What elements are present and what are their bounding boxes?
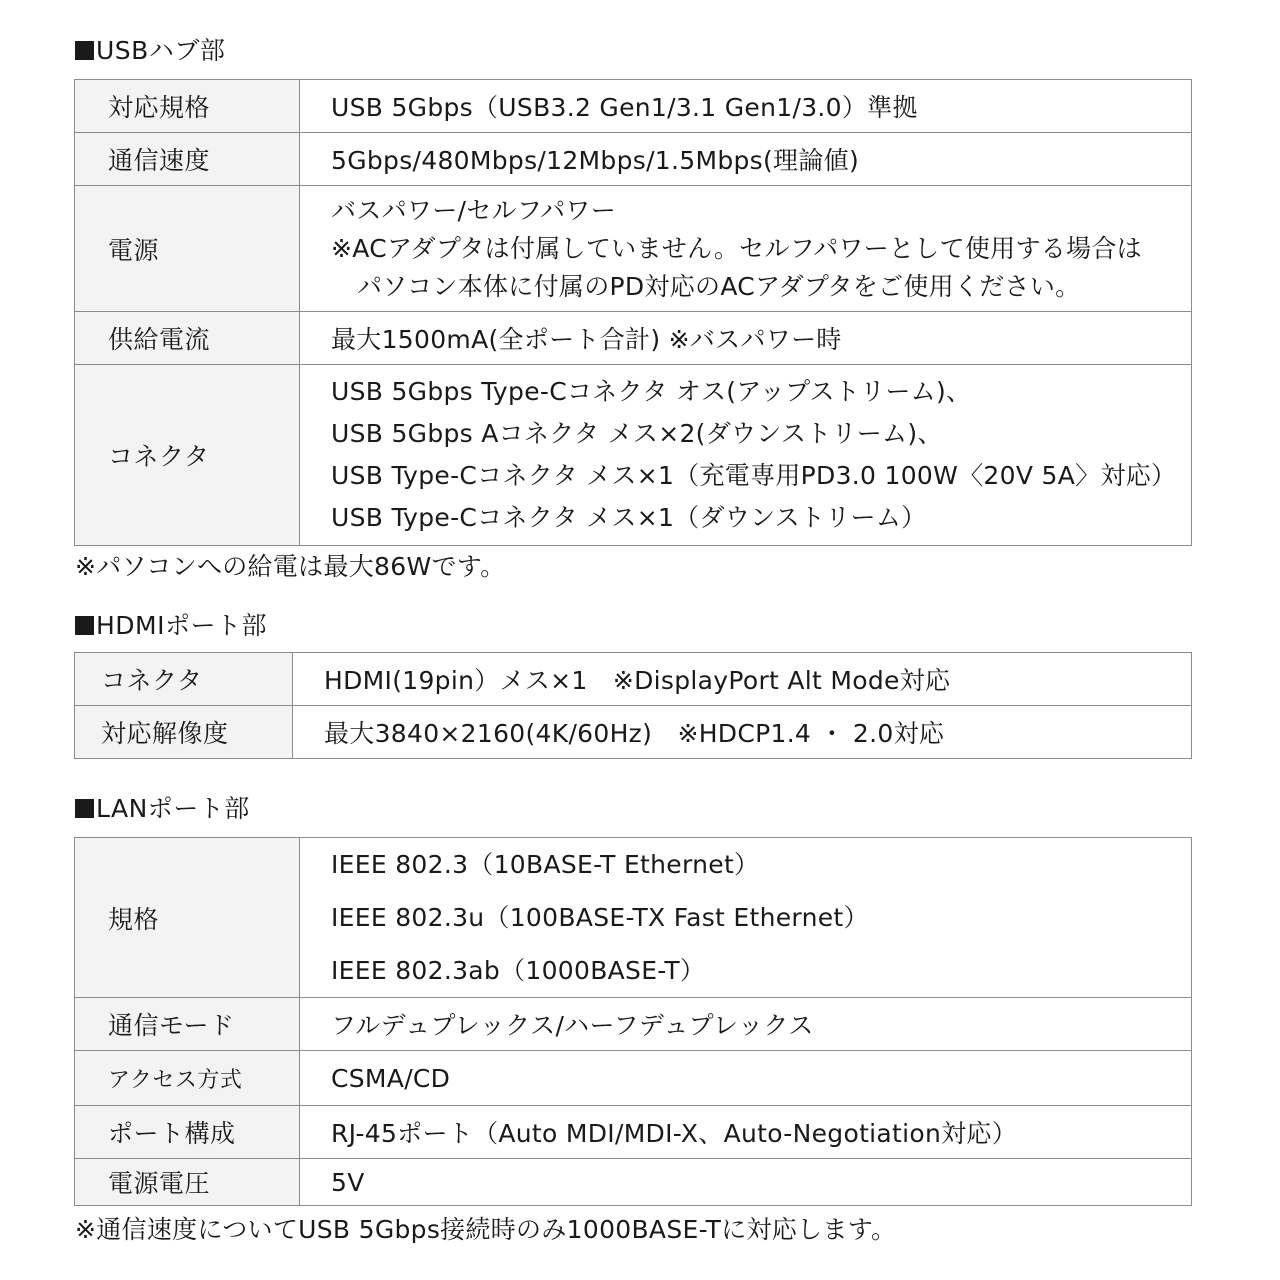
table-row	[75, 133, 1192, 186]
row-label: 対応規格	[75, 80, 300, 133]
table-row	[75, 186, 1192, 312]
value-line: RJ-45ポート（Auto MDI/MDI-X、Auto-Negotiation対応）	[331, 1119, 1018, 1148]
hdmi-heading-text: HDMIポート部	[96, 611, 267, 640]
square-bullet-icon	[75, 616, 94, 635]
row-value	[300, 365, 1192, 546]
table-row	[75, 1106, 1192, 1159]
table-row	[75, 706, 1192, 759]
row-label: コネクタ	[75, 365, 300, 546]
row-label: ポート構成	[75, 1106, 300, 1159]
value-line: 最大1500mA(全ポート合計) ※バスパワー時	[331, 325, 842, 354]
value-line: USB Type-Cコネクタ メス×1（ダウンストリーム）	[331, 503, 927, 532]
square-bullet-icon	[75, 799, 94, 818]
row-label: コネクタ	[75, 653, 293, 706]
usb-footnote: ※パソコンへの給電は最大86Wです。	[75, 552, 506, 581]
row-value	[300, 838, 1192, 998]
value-line: 最大3840×2160(4K/60Hz) ※HDCP1.4 ・ 2.0対応	[324, 719, 945, 748]
row-label: 電源電圧	[75, 1159, 300, 1206]
row-value	[300, 133, 1192, 186]
row-value	[300, 312, 1192, 365]
row-label: 規格	[75, 838, 300, 998]
value-line: フルデュプレックス/ハーフデュプレックス	[331, 1011, 814, 1040]
value-line: USB 5Gbps Type-Cコネクタ オス(アップストリーム)、	[331, 377, 972, 406]
table-row	[75, 312, 1192, 365]
lan-footnote: ※通信速度についてUSB 5Gbps接続時のみ1000BASE-Tに対応します。	[75, 1215, 897, 1244]
row-value	[300, 1106, 1192, 1159]
table-row	[75, 365, 1192, 546]
row-value	[300, 998, 1192, 1051]
value-line: CSMA/CD	[331, 1063, 451, 1093]
value-line: HDMI(19pin）メス×1 ※DisplayPort Alt Mode対応	[324, 666, 951, 695]
row-value	[300, 1051, 1192, 1106]
hdmi-section-heading	[75, 611, 267, 641]
value-line: IEEE 802.3u（100BASE-TX Fast Ethernet）	[331, 903, 869, 932]
lan-heading-text: LANポート部	[96, 794, 250, 823]
usb-spec-table	[74, 79, 1192, 546]
table-row	[75, 998, 1192, 1051]
usb-section-heading	[75, 36, 225, 66]
row-label: 供給電流	[75, 312, 300, 365]
row-value	[293, 653, 1192, 706]
table-row	[75, 1051, 1192, 1106]
row-label: 電源	[75, 186, 300, 312]
table-row	[75, 838, 1192, 998]
lan-spec-table	[74, 837, 1192, 1206]
row-label: 通信モード	[75, 998, 300, 1051]
value-line: ※ACアダプタは付属していません。セルフパワーとして使用する場合は	[331, 233, 1142, 263]
value-line: 5V	[331, 1167, 365, 1197]
row-value	[300, 1159, 1192, 1206]
row-label: 通信速度	[75, 133, 300, 186]
table-row	[75, 80, 1192, 133]
value-line: 5Gbps/480Mbps/12Mbps/1.5Mbps(理論値)	[331, 146, 860, 175]
row-value	[300, 186, 1192, 312]
value-line: USB 5Gbps Aコネクタ メス×2(ダウンストリーム)、	[331, 419, 943, 448]
value-line: パソコン本体に付属のPD対応のACアダプタをご使用ください。	[357, 271, 1081, 301]
value-line: USB 5Gbps（USB3.2 Gen1/3.1 Gen1/3.0）準拠	[331, 93, 918, 122]
row-label: 対応解像度	[75, 706, 293, 759]
value-line: USB Type-Cコネクタ メス×1（充電専用PD3.0 100W〈20V 5A〉対応）	[331, 461, 1177, 490]
usb-heading-text: USBハブ部	[96, 36, 226, 65]
hdmi-spec-table	[74, 652, 1192, 759]
table-row	[75, 1159, 1192, 1206]
lan-section-heading	[75, 794, 250, 824]
value-line: バスパワー/セルフパワー	[331, 195, 617, 225]
value-line: IEEE 802.3ab（1000BASE-T）	[331, 956, 706, 985]
row-label: アクセス方式	[75, 1051, 300, 1106]
row-value	[293, 706, 1192, 759]
row-value	[300, 80, 1192, 133]
square-bullet-icon	[75, 41, 94, 60]
value-line: IEEE 802.3（10BASE-T Ethernet）	[331, 850, 760, 879]
table-row	[75, 653, 1192, 706]
